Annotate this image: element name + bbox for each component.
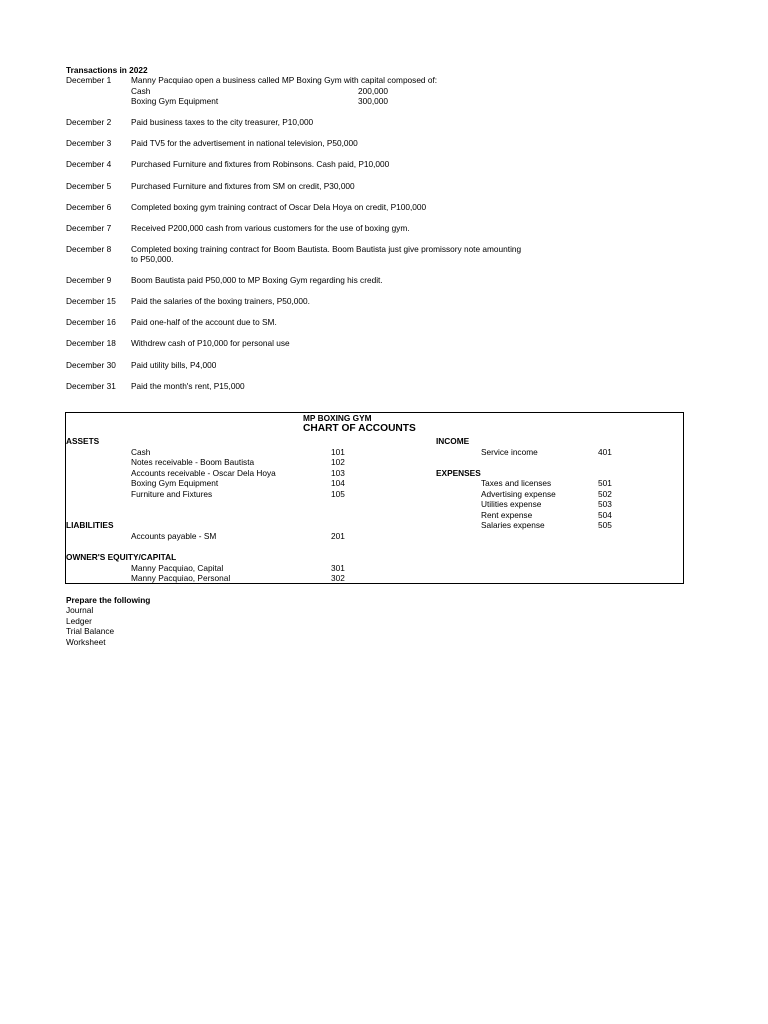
account-code: 101: [331, 447, 345, 457]
transaction-date: December 6: [66, 202, 112, 212]
account-code: 503: [598, 499, 612, 509]
transaction-date: December 30: [66, 360, 116, 370]
account-code: 504: [598, 510, 612, 520]
account-name: Manny Pacquiao, Personal: [131, 573, 231, 583]
transaction-date: December 7: [66, 223, 112, 233]
account-code: 105: [331, 489, 345, 499]
capital-item-label: Boxing Gym Equipment: [131, 96, 219, 106]
transaction-date: December 5: [66, 181, 112, 191]
transaction-text: Purchased Furniture and fixtures from Robinsons. Cash paid, P10,000: [131, 159, 390, 169]
equity-heading: OWNER'S EQUITY/CAPITAL: [66, 552, 177, 562]
transaction-text: Paid the salaries of the boxing trainers, P50,000.: [131, 296, 310, 306]
account-name: Utilities expense: [481, 499, 542, 509]
account-name: Cash: [131, 447, 151, 457]
account-name: Rent expense: [481, 510, 533, 520]
transaction-text: Withdrew cash of P10,000 for personal use: [131, 338, 290, 348]
transaction-text: Purchased Furniture and fixtures from SM on credit, P30,000: [131, 181, 355, 191]
transaction-date: December 31: [66, 381, 116, 391]
transaction-text: Paid business taxes to the city treasurer, P10,000: [131, 117, 314, 127]
account-name: Notes receivable - Boom Bautista: [131, 457, 255, 467]
transaction-date: December 8: [66, 244, 112, 254]
transaction-text: Completed boxing gym training contract of Oscar Dela Hoya on credit, P100,000: [131, 202, 427, 212]
account-code: 104: [331, 478, 345, 488]
account-name: Manny Pacquiao, Capital: [131, 563, 224, 573]
transaction-text: Paid TV5 for the advertisement in national television, P50,000: [131, 138, 358, 148]
account-name: Advertising expense: [481, 489, 556, 499]
capital-item-label: Cash: [131, 86, 151, 96]
transaction-date: December 18: [66, 338, 116, 348]
prepare-item: Trial Balance: [66, 626, 115, 636]
account-code: 401: [598, 447, 612, 457]
transaction-text: Paid one-half of the account due to SM.: [131, 317, 277, 327]
chart-of-accounts-title: CHART OF ACCOUNTS: [303, 423, 416, 434]
account-code: 502: [598, 489, 612, 499]
account-code: 501: [598, 478, 612, 488]
transaction-text-continued: to P50,000.: [131, 254, 174, 264]
prepare-heading: Prepare the following: [66, 595, 151, 605]
prepare-item: Worksheet: [66, 637, 106, 647]
transaction-text: Boom Bautista paid P50,000 to MP Boxing Gym regarding his credit.: [131, 275, 383, 285]
transaction-date: December 4: [66, 159, 112, 169]
transaction-text: Completed boxing training contract for Boom Bautista. Boom Bautista just give promissory note amounting: [131, 244, 522, 254]
account-code: 103: [331, 468, 345, 478]
capital-item-amount: 200,000: [358, 86, 388, 96]
transaction-text: Paid utility bills, P4,000: [131, 360, 217, 370]
account-name: Service income: [481, 447, 538, 457]
transaction-date: December 1: [66, 75, 112, 85]
assets-heading: ASSETS: [66, 436, 100, 446]
account-name: Salaries expense: [481, 520, 545, 530]
account-name: Taxes and licenses: [481, 478, 552, 488]
account-name: Boxing Gym Equipment: [131, 478, 219, 488]
transaction-date: December 9: [66, 275, 112, 285]
transaction-date: December 16: [66, 317, 116, 327]
account-code: 505: [598, 520, 612, 530]
transaction-date: December 2: [66, 117, 112, 127]
liabilities-heading: LIABILITIES: [66, 520, 114, 530]
transactions-heading: Transactions in 2022: [66, 65, 148, 75]
prepare-item: Ledger: [66, 616, 92, 626]
transaction-text: Manny Pacquiao open a business called MP Boxing Gym with capital composed of:: [131, 75, 438, 85]
capital-item-amount: 300,000: [358, 96, 388, 106]
prepare-item: Journal: [66, 605, 94, 615]
transaction-text: Paid the month's rent, P15,000: [131, 381, 245, 391]
expenses-heading: EXPENSES: [436, 468, 481, 478]
account-name: Accounts receivable - Oscar Dela Hoya: [131, 468, 276, 478]
transaction-date: December 15: [66, 296, 116, 306]
account-code: 102: [331, 457, 345, 467]
account-code: 302: [331, 573, 345, 583]
account-code: 201: [331, 531, 345, 541]
transaction-text: Received P200,000 cash from various customers for the use of boxing gym.: [131, 223, 410, 233]
income-heading: INCOME: [436, 436, 470, 446]
transaction-date: December 3: [66, 138, 112, 148]
company-name: MP BOXING GYM: [303, 413, 372, 423]
account-code: 301: [331, 563, 345, 573]
account-name: Furniture and Fixtures: [131, 489, 213, 499]
account-name: Accounts payable - SM: [131, 531, 217, 541]
